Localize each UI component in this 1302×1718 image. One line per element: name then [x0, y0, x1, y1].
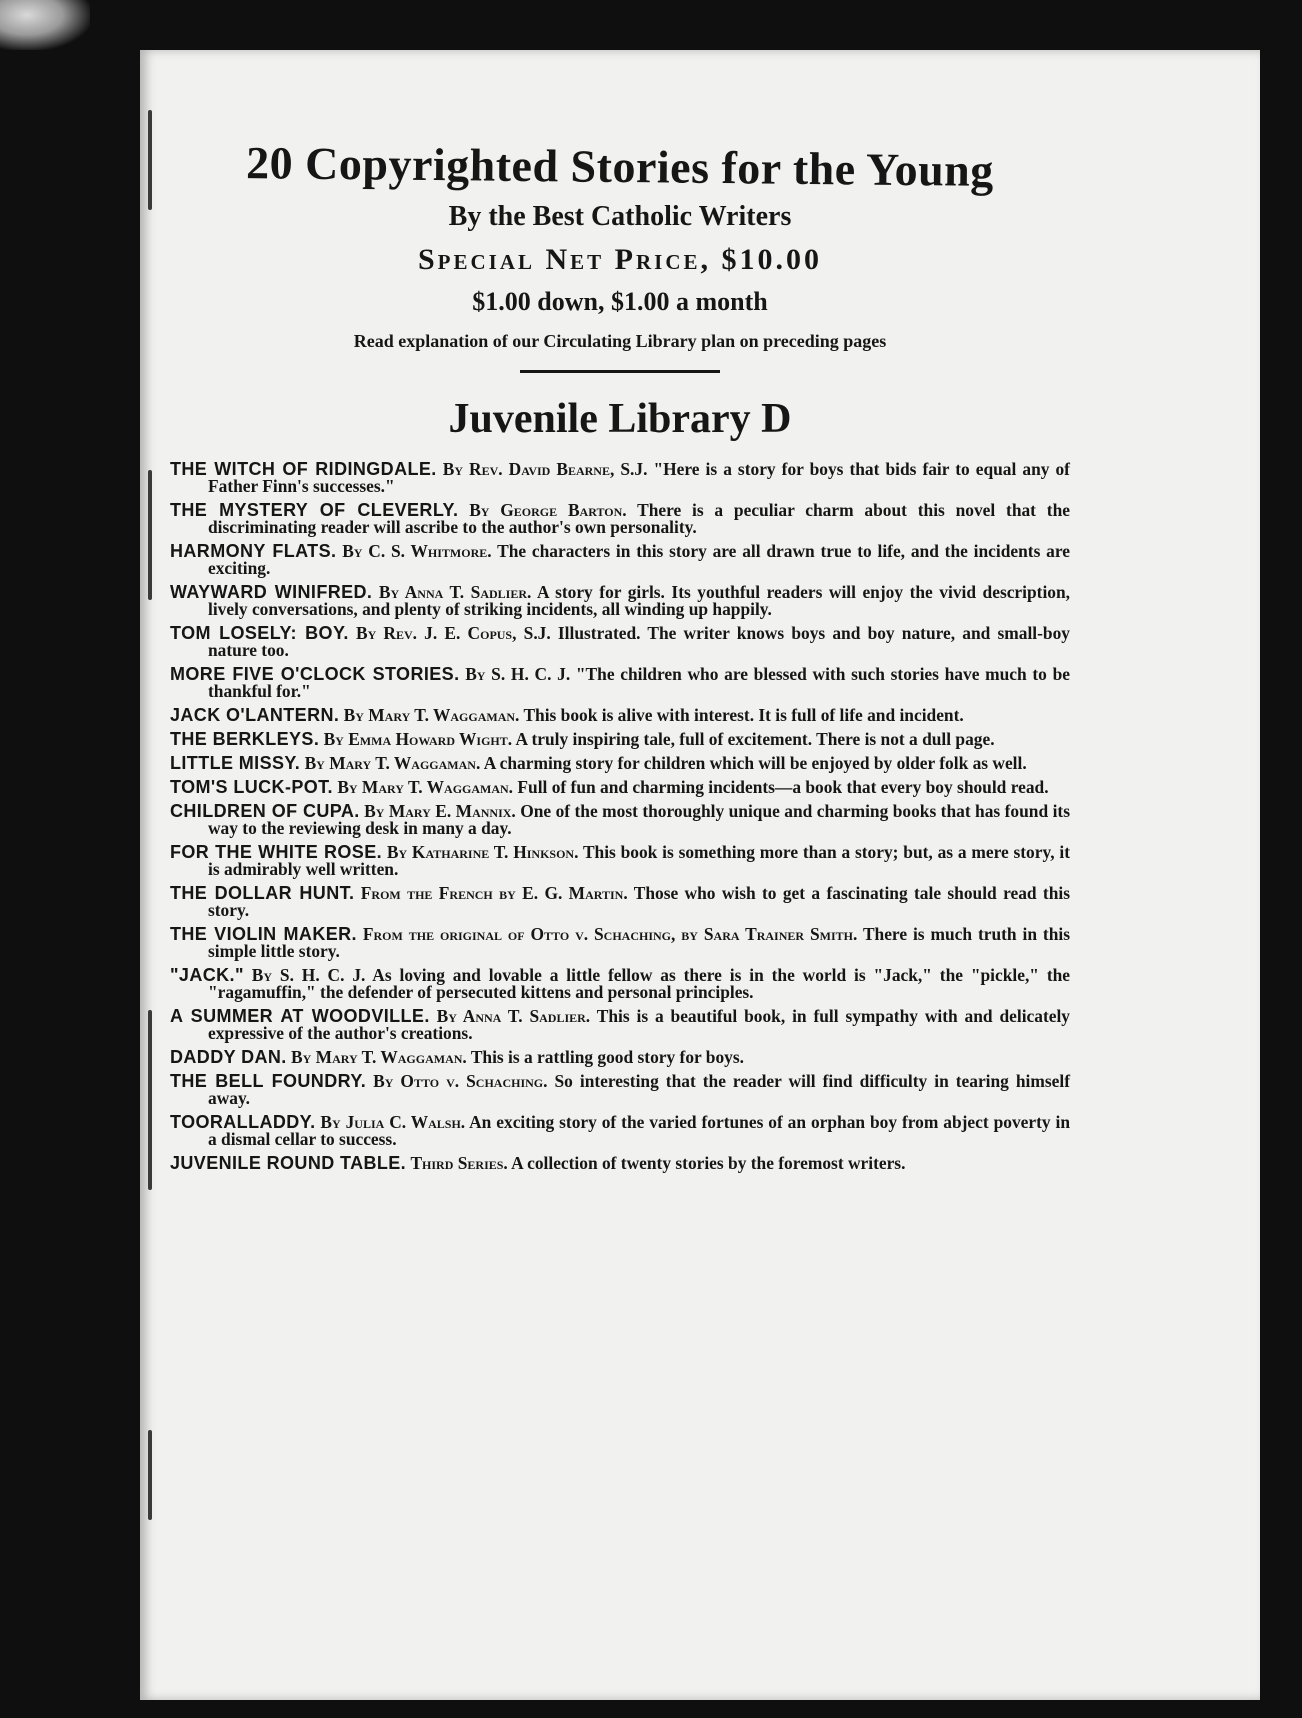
book-author: By Rev. J. E. Copus, S.J. [355, 623, 551, 643]
book-title: DADDY DAN. [170, 1047, 287, 1067]
book-author: By Katharine T. Hinkson. [386, 842, 579, 862]
book-title: "JACK." [170, 965, 244, 985]
book-author: By Anna T. Sadlier. [436, 1006, 591, 1026]
divider-rule [520, 370, 720, 373]
book-author: By Mary E. Mannix. [364, 801, 516, 821]
book-title: THE WITCH OF RIDINGDALE. [170, 459, 437, 479]
page-spine-shadow [148, 1010, 152, 1190]
book-title: TOM'S LUCK-POT. [170, 777, 333, 797]
book-description: There is much truth in this simple little story. [208, 924, 1070, 961]
page-spine-shadow [148, 110, 152, 210]
book-description: As loving and lovable a little fellow as there is in the world is "Jack," the "pickle," the "ragamuffin," the defender of persecuted kittens and personal principles. [208, 965, 1071, 1002]
book-list [170, 461, 1070, 1172]
book-entry [170, 844, 1070, 878]
book-description: Full of fun and charming incidents—a book that every boy should read. [517, 777, 1049, 797]
book-author: By S. H. C. J. [251, 965, 366, 985]
page-subhead: By the Best Catholic Writers [448, 201, 792, 232]
book-description: This is a rattling good story for boys. [470, 1047, 744, 1067]
book-description: Illustrated. The writer knows boys and boy nature, and small-boy nature too. [208, 623, 1070, 660]
book-entry [170, 779, 1070, 796]
book-description: A truly inspiring tale, full of excitement. There is not a dull page. [515, 729, 995, 749]
book-entry [170, 543, 1070, 577]
book-entry [170, 1114, 1070, 1148]
book-title: TOORALLADDY. [170, 1112, 316, 1132]
book-description: One of the most thoroughly unique and charming books that has found its way to the reviewing desk in many a day. [208, 801, 1070, 838]
book-title: HARMONY FLATS. [170, 541, 337, 561]
book-author: By Rev. David Bearne, S.J. [442, 459, 648, 479]
book-entry [170, 885, 1070, 919]
book-author: By Mary T. Waggaman. [291, 1047, 467, 1067]
book-author: By Emma Howard Wight. [323, 729, 513, 749]
special-price: Special Net Price, $10.00 [417, 243, 823, 276]
book-description: The characters in this story are all drawn true to life, and the incidents are exciting. [208, 541, 1070, 578]
book-entry [170, 502, 1070, 536]
book-title: LITTLE MISSY. [170, 753, 301, 773]
book-description: An exciting story of the varied fortunes of an orphan boy from abject poverty in a dismal cellar to success. [208, 1112, 1070, 1149]
book-title: JACK O'LANTERN. [170, 705, 340, 725]
library-title: Juvenile Library D [448, 396, 792, 442]
book-entry [170, 731, 1070, 748]
book-entry [170, 461, 1070, 495]
book-author: By Otto v. Schaching. [373, 1071, 548, 1091]
book-author: Third Series. [410, 1153, 508, 1173]
book-description: So interesting that the reader will find difficulty in tearing himself away. [208, 1071, 1070, 1108]
page-spine-shadow [148, 1430, 152, 1520]
book-entry [170, 707, 1070, 724]
book-author: By C. S. Whitmore. [342, 541, 492, 561]
book-title: MORE FIVE O'CLOCK STORIES. [170, 664, 460, 684]
book-entry [170, 584, 1070, 618]
book-author: From the French by E. G. Martin. [360, 883, 628, 903]
book-author: By S. H. C. J. [465, 664, 571, 684]
book-description: A story for girls. Its youthful readers will enjoy the vivid description, lively conversations, and plenty of striking incidents, all winding up happily. [208, 582, 1070, 619]
book-description: This is a beautiful book, in full sympathy with and delicately expressive of the author's creations. [208, 1006, 1070, 1043]
page-spine-shadow [148, 470, 152, 600]
scan-corner-artifact [0, 0, 90, 50]
book-description: "The children who are blessed with such stories have much to be thankful for." [208, 664, 1070, 701]
book-title: THE MYSTERY OF CLEVERLY. [170, 500, 459, 520]
book-description: A collection of twenty stories by the foremost writers. [511, 1153, 906, 1173]
book-entry [170, 1155, 1070, 1172]
book-entry [170, 666, 1070, 700]
book-entry [170, 1049, 1070, 1066]
book-title: A SUMMER AT WOODVILLE. [170, 1006, 430, 1026]
book-entry [170, 967, 1070, 1001]
book-title: THE DOLLAR HUNT. [170, 883, 355, 903]
book-author: By Mary T. Waggaman. [343, 705, 520, 725]
book-author: By Mary T. Waggaman. [304, 753, 481, 773]
book-description: This book is something more than a story; but, as a mere story, it is admirably well written. [208, 842, 1070, 879]
book-author: By Julia C. Walsh. [320, 1112, 466, 1132]
book-title: FOR THE WHITE ROSE. [170, 842, 383, 862]
library-plan-note: Read explanation of our Circulating Library plan on preceding pages [353, 331, 887, 351]
book-entry [170, 1008, 1070, 1042]
book-description: Those who wish to get a fascinating tale should read this story. [208, 883, 1070, 920]
book-title: JUVENILE ROUND TABLE. [170, 1153, 407, 1173]
book-title: TOM LOSELY: BOY. [170, 623, 349, 643]
book-title: THE BELL FOUNDRY. [170, 1071, 367, 1091]
page-headline: 20 Copyrighted Stories for the Young [245, 137, 995, 196]
payment-terms: $1.00 down, $1.00 a month [472, 287, 768, 316]
book-description: "Here is a story for boys that bids fair to equal any of Father Finn's successes." [208, 459, 1070, 496]
page-content [170, 137, 1071, 1179]
book-description: There is a peculiar charm about this novel that the discriminating reader will ascribe to the author's own personality. [208, 500, 1070, 537]
book-title: WAYWARD WINIFRED. [170, 582, 373, 602]
book-entry [170, 755, 1070, 772]
book-title: THE VIOLIN MAKER. [170, 924, 357, 944]
book-title: THE BERKLEYS. [170, 729, 320, 749]
book-author: From the original of Otto v. Schaching, by Sara Trainer Smith. [362, 924, 858, 944]
book-entry [170, 625, 1070, 659]
book-description: This book is alive with interest. It is full of life and incident. [523, 705, 964, 725]
book-author: By Mary T. Waggaman. [337, 777, 514, 797]
book-entry [170, 926, 1070, 960]
book-author: By Anna T. Sadlier. [378, 582, 532, 602]
book-author: By George Barton. [469, 500, 627, 520]
book-title: CHILDREN OF CUPA. [170, 801, 360, 821]
book-entry [170, 1073, 1070, 1107]
book-description: A charming story for children which will be enjoyed by older folk as well. [483, 753, 1027, 773]
book-entry [170, 803, 1070, 837]
